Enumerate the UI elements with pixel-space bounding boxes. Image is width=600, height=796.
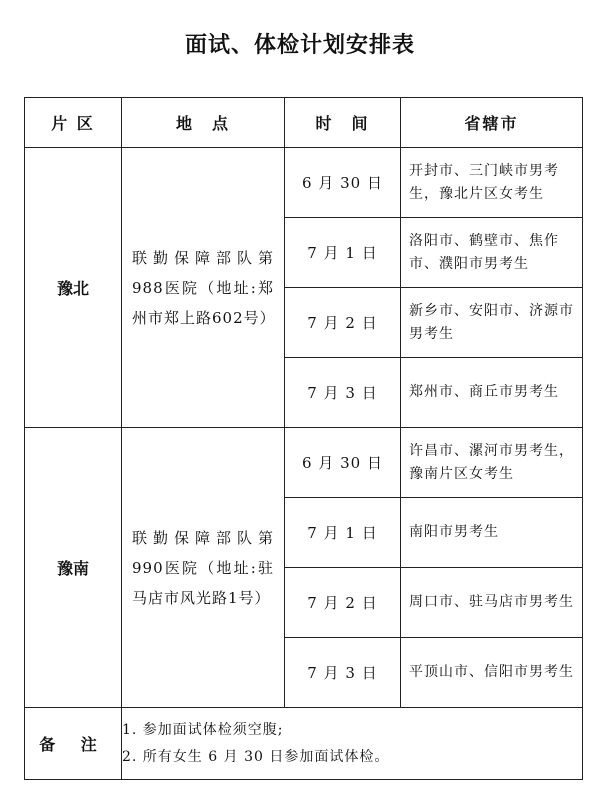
note-item: 1. 参加面试体检须空腹; bbox=[122, 721, 284, 738]
header-location: 地 点 bbox=[122, 98, 285, 148]
slot-date: 6 月 30 日 bbox=[285, 148, 401, 218]
slot-cities: 周口市、驻马店市男考生 bbox=[401, 568, 583, 638]
table-row bbox=[25, 148, 583, 218]
note-item: 2. 所有女生 6 月 30 日参加面试体检。 bbox=[122, 748, 390, 765]
region-name: 豫北 bbox=[25, 148, 122, 428]
region-location: 联勤保障部队第990医院（地址:驻马店市风光路1号） bbox=[122, 428, 285, 708]
table-row bbox=[25, 428, 583, 498]
slot-date: 7 月 2 日 bbox=[285, 568, 401, 638]
slot-date: 7 月 1 日 bbox=[285, 498, 401, 568]
slot-date: 7 月 2 日 bbox=[285, 288, 401, 358]
slot-cities: 开封市、三门峡市男考生，豫北片区女考生 bbox=[401, 148, 583, 218]
notes-row bbox=[25, 708, 583, 780]
header-time: 时 间 bbox=[285, 98, 401, 148]
slot-date: 7 月 1 日 bbox=[285, 218, 401, 288]
slot-cities: 南阳市男考生 bbox=[401, 498, 583, 568]
slot-cities: 新乡市、安阳市、济源市男考生 bbox=[401, 288, 583, 358]
notes-label: 备 注 bbox=[25, 708, 122, 780]
header-cities: 省辖市 bbox=[401, 98, 583, 148]
slot-cities: 郑州市、商丘市男考生 bbox=[401, 358, 583, 428]
region-location: 联勤保障部队第988医院（地址:郑州市郑上路602号） bbox=[122, 148, 285, 428]
notes-content bbox=[122, 708, 583, 780]
slot-cities: 洛阳市、鹤壁市、焦作市、濮阳市男考生 bbox=[401, 218, 583, 288]
slot-date: 7 月 3 日 bbox=[285, 638, 401, 708]
header-region: 片 区 bbox=[25, 98, 122, 148]
region-name: 豫南 bbox=[25, 428, 122, 708]
header-row bbox=[25, 98, 583, 148]
schedule-table bbox=[24, 97, 583, 780]
slot-cities: 许昌市、漯河市男考生，豫南片区女考生 bbox=[401, 428, 583, 498]
slot-date: 7 月 3 日 bbox=[285, 358, 401, 428]
page-title: 面试、体检计划安排表 bbox=[184, 32, 415, 58]
slot-date: 6 月 30 日 bbox=[285, 428, 401, 498]
slot-cities: 平顶山市、信阳市男考生 bbox=[401, 638, 583, 708]
